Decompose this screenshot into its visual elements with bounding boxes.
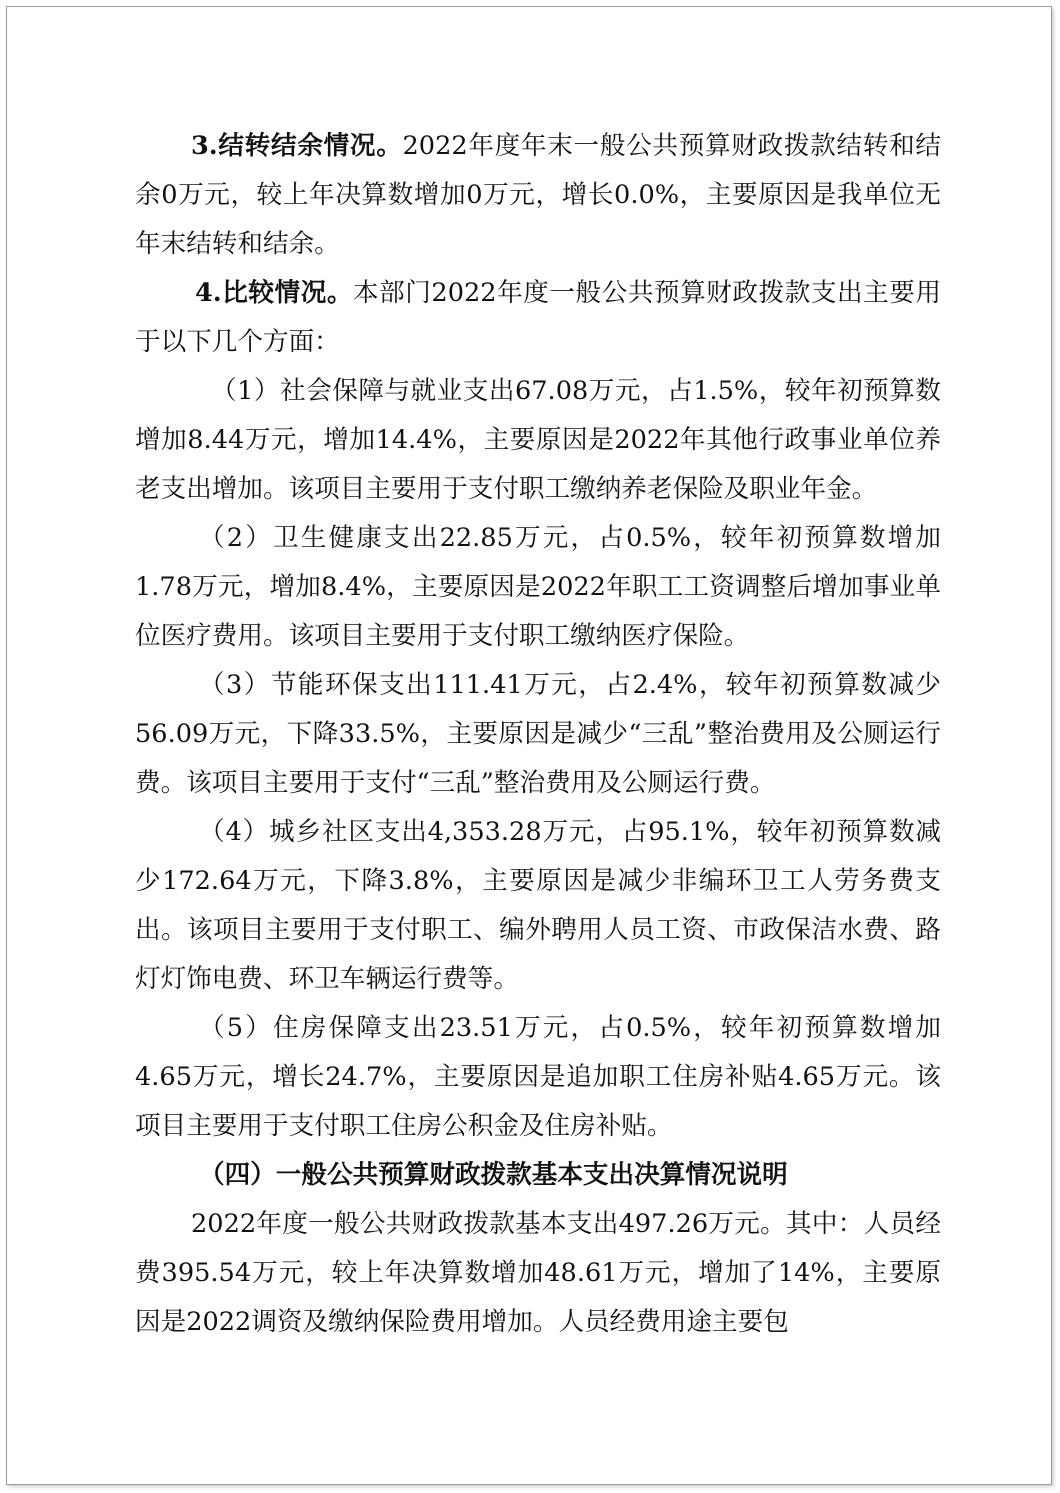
paragraph-item-2: （2）卫生健康支出22.85万元，占0.5%，较年初预算数增加1.78万元，增加8.4%，主要原因是2022年职工工资调整后增加事业单位医疗费用。该项目主要用于支付职工缴纳医疗保险。 <box>135 523 941 651</box>
carryover-title: 3.结转结余情况。 <box>191 131 403 161</box>
paragraph-item-5: （5）住房保障支出23.51万元，占0.5%，较年初预算数增加4.65万元，增长24.7%，主要原因是追加职工住房补贴4.65万元。该项目主要用于支付职工住房公积金及住房补贴。 <box>135 1013 941 1141</box>
document-body <box>135 122 941 1347</box>
paragraph-basic-expenditure: 2022年度一般公共财政拨款基本支出497.26万元。其中：人员经费395.54万元，较上年决算数增加48.61万元，增加了14%，主要原因是2022调资及缴纳保险费用增加。人员经费用途主要包 <box>135 1209 941 1337</box>
paragraph-comparison <box>135 269 941 367</box>
paragraph-item-1: （1）社会保障与就业支出67.08万元，占1.5%，较年初预算数增加8.44万元，增加14.4%，主要原因是2022年其他行政事业单位养老支出增加。该项目主要用于支付职工缴纳养老保险及职业年金。 <box>135 376 941 504</box>
document-page <box>6 6 1052 1485</box>
comparison-title: 4.比较情况。 <box>195 278 353 308</box>
comparison-body: 本部门2022年度一般公共预算财政拨款支出主要用于以下几个方面： <box>135 278 942 357</box>
paragraph-carryover <box>135 122 941 269</box>
section-heading-basic-expenditure: （四）一般公共预算财政拨款基本支出决算情况说明 <box>199 1160 788 1190</box>
paragraph-item-3: （3）节能环保支出111.41万元，占2.4%，较年初预算数减少56.09万元，下降33.5%，主要原因是减少“三乱”整治费用及公厕运行费。该项目主要用于支付“三乱”整治费用及公厕运行费。 <box>135 670 941 798</box>
carryover-body: 2022年度年末一般公共预算财政拨款结转和结余0万元，较上年决算数增加0万元，增长0.0%，主要原因是我单位无年末结转和结余。 <box>135 131 942 259</box>
paragraph-item-4: （4）城乡社区支出4,353.28万元，占95.1%，较年初预算数减少172.64万元，下降3.8%，主要原因是减少非编环卫工人劳务费支出。该项目主要用于支付职工、编外聘用人员工资、市政保洁水费、路灯灯饰电费、环卫车辆运行费等。 <box>135 817 941 994</box>
